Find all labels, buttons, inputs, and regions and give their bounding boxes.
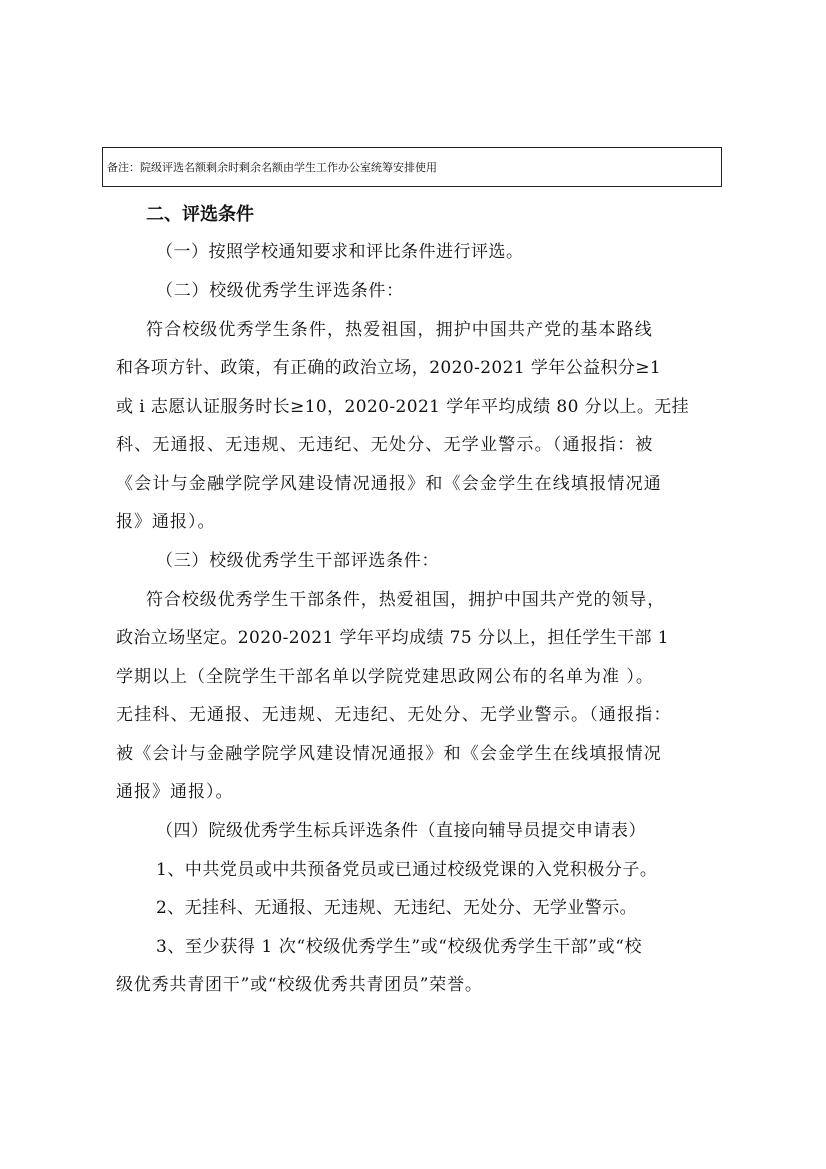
para-2-line-1: 符合校级优秀学生条件，热爱祖国，拥护中国共产党的基本路线	[146, 320, 653, 340]
para-3-line-2: 政治立场坚定。2020-2021 学年平均成绩 75 分以上，担任学生干部 1	[116, 628, 669, 648]
para-2-line-3: 或 i 志愿认证服务时长≥10，2020-2021 学年平均成绩 80 分以上。无挂	[116, 397, 690, 417]
item-4-sub-3-line-2: 级优秀共青团干”或“校级优秀共青团员”荣誉。	[116, 975, 483, 995]
item-2: （二）校级优秀学生评选条件：	[156, 281, 404, 301]
para-3-line-3: 学期以上（全院学生干部名单以学院党建思政网公布的名单为准 ）。	[116, 667, 654, 687]
item-4-sub-2: 2、无挂科、无通报、无违规、无违纪、无处分、无学业警示。	[156, 898, 638, 918]
item-1: （一）按照学校通知要求和评比条件进行评选。	[156, 242, 524, 262]
para-3-line-4: 无挂科、无通报、无违规、无违纪、无处分、无学业警示。（通报指：	[116, 705, 672, 725]
item-4: （四）院级优秀学生标兵评选条件（直接向辅导员提交申请表）	[156, 821, 646, 841]
para-2-line-2: 和各项方针、政策，有正确的政治立场，2020-2021 学年公益积分≥1	[116, 358, 662, 378]
para-3-line-6: 通报》通报）。	[116, 782, 234, 802]
para-2-line-4: 科、无通报、无违规、无违纪、无处分、无学业警示。（通报指：被	[116, 435, 654, 455]
item-3: （三）校级优秀学生干部评选条件：	[156, 551, 440, 571]
section-title: 二、评选条件	[146, 204, 254, 225]
note-box: 备注：院级评选名额剩余时剩余名额由学生工作办公室统筹安排使用	[102, 147, 722, 187]
para-2-line-5: 《会计与金融学院学风建设情况通报》和《会金学生在线填报情况通	[116, 474, 662, 494]
item-4-sub-3-line-1: 3、至少获得 1 次“校级优秀学生”或“校级优秀学生干部”或“校	[156, 937, 643, 957]
para-3-line-5: 被《会计与金融学院学风建设情况通报》和《会金学生在线填报情况	[116, 744, 662, 764]
para-2-line-6: 报》通报）。	[116, 512, 216, 532]
item-4-sub-1: 1、中共党员或中共预备党员或已通过校级党课的入党积极分子。	[156, 860, 658, 880]
para-3-line-1: 符合校级优秀学生干部条件，热爱祖国，拥护中国共产党的领导，	[146, 590, 666, 610]
